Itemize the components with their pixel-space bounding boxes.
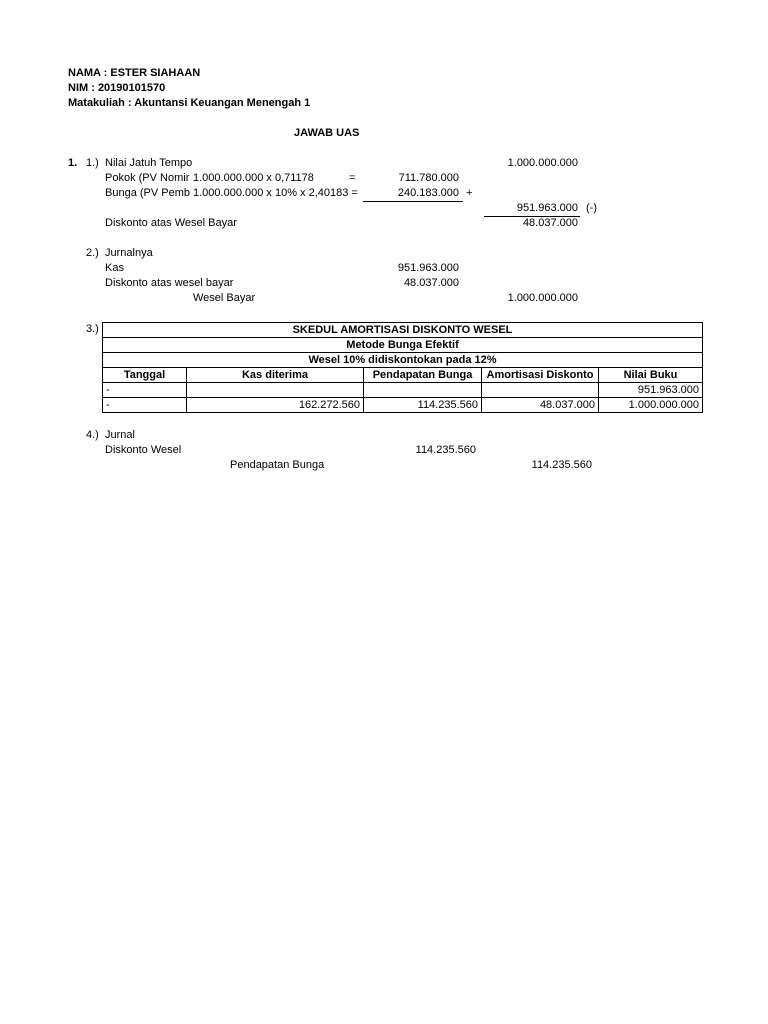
credit-label: Pendapatan Bunga <box>230 459 325 471</box>
pokok-label: Pokok (PV Nomir <box>105 172 190 184</box>
jurnal-title: Jurnalnya <box>105 247 153 259</box>
table-cell: 951.963.000 <box>599 383 703 398</box>
table-cell: - <box>103 398 187 413</box>
sub4-label: 4.) <box>86 429 99 441</box>
nilai-jatuh-tempo-value: 1.000.000.000 <box>507 157 578 169</box>
column-header: Amortisasi Diskonto <box>482 368 599 383</box>
kas-value: 951.963.000 <box>397 262 459 274</box>
sub3-label: 3.) <box>86 323 99 335</box>
debit-label: Diskonto Wesel <box>105 444 182 456</box>
table-cell: 162.272.560 <box>187 398 364 413</box>
pokok-value: 711.780.000 <box>398 172 459 184</box>
table-subtitle2: Wesel 10% didiskontokan pada 12% <box>103 353 703 368</box>
column-header: Nilai Buku <box>599 368 703 383</box>
bunga-calc: 1.000.000.000 x 10% x 2,40183 = <box>193 187 358 199</box>
amortization-table <box>102 322 703 413</box>
table-cell: 48.037.000 <box>482 398 599 413</box>
bunga-value: 240.183.000 <box>397 187 459 199</box>
page-title: JAWAB UAS <box>294 127 360 139</box>
credit-value: 114.235.560 <box>531 459 592 471</box>
nilai-jatuh-tempo-label: Nilai Jatuh Tempo <box>105 157 193 169</box>
diskonto-label: Diskonto atas Wesel Bayar <box>105 217 237 229</box>
table-row <box>103 398 703 413</box>
plus-sign: + <box>466 187 473 199</box>
bunga-label: Bunga (PV Pemb <box>105 187 190 199</box>
table-title: SKEDUL AMORTISASI DISKONTO WESEL <box>103 323 703 338</box>
table-cell: 114.235.560 <box>364 398 482 413</box>
sub1-label: 1.) <box>86 157 99 169</box>
column-header: Kas diterima <box>187 368 364 383</box>
sub2-label: 2.) <box>86 247 99 259</box>
wesel-bayar-label: Wesel Bayar <box>193 292 256 304</box>
table-subtitle2-row <box>103 353 703 368</box>
table-cell <box>364 383 482 398</box>
jurnal4-title: Jurnal <box>105 429 135 441</box>
table-row <box>103 383 703 398</box>
table-header-row <box>103 368 703 383</box>
table-cell <box>187 383 364 398</box>
minus-sign: (-) <box>586 202 597 214</box>
debit-value: 114.235.560 <box>415 444 476 456</box>
sum-underline <box>363 201 463 202</box>
total-value: 951.963.000 <box>516 202 578 214</box>
wesel-bayar-value: 1.000.000.000 <box>507 292 578 304</box>
column-header: Tanggal <box>103 368 187 383</box>
diskonto-wesel-bayar-value: 48.037.000 <box>403 277 459 289</box>
column-header: Pendapatan Bunga <box>364 368 482 383</box>
question-number: 1. <box>68 157 78 169</box>
pokok-equals: = <box>349 172 356 184</box>
student-nim: NIM : 20190101570 <box>68 82 166 94</box>
table-cell: 1.000.000.000 <box>599 398 703 413</box>
table-title-row <box>103 323 703 338</box>
course-name: Matakuliah : Akuntansi Keuangan Menengah 1 <box>68 97 311 109</box>
diskonto-wesel-bayar-label: Diskonto atas wesel bayar <box>105 277 234 289</box>
pokok-calc: 1.000.000.000 x 0,71178 <box>193 172 314 184</box>
student-name: NAMA : ESTER SIAHAAN <box>68 67 201 79</box>
table-subtitle: Metode Bunga Efektif <box>103 338 703 353</box>
diskonto-value: 48.037.000 <box>522 217 578 229</box>
table-cell: - <box>103 383 187 398</box>
table-cell <box>482 383 599 398</box>
table-subtitle-row <box>103 338 703 353</box>
kas-label: Kas <box>105 262 124 274</box>
